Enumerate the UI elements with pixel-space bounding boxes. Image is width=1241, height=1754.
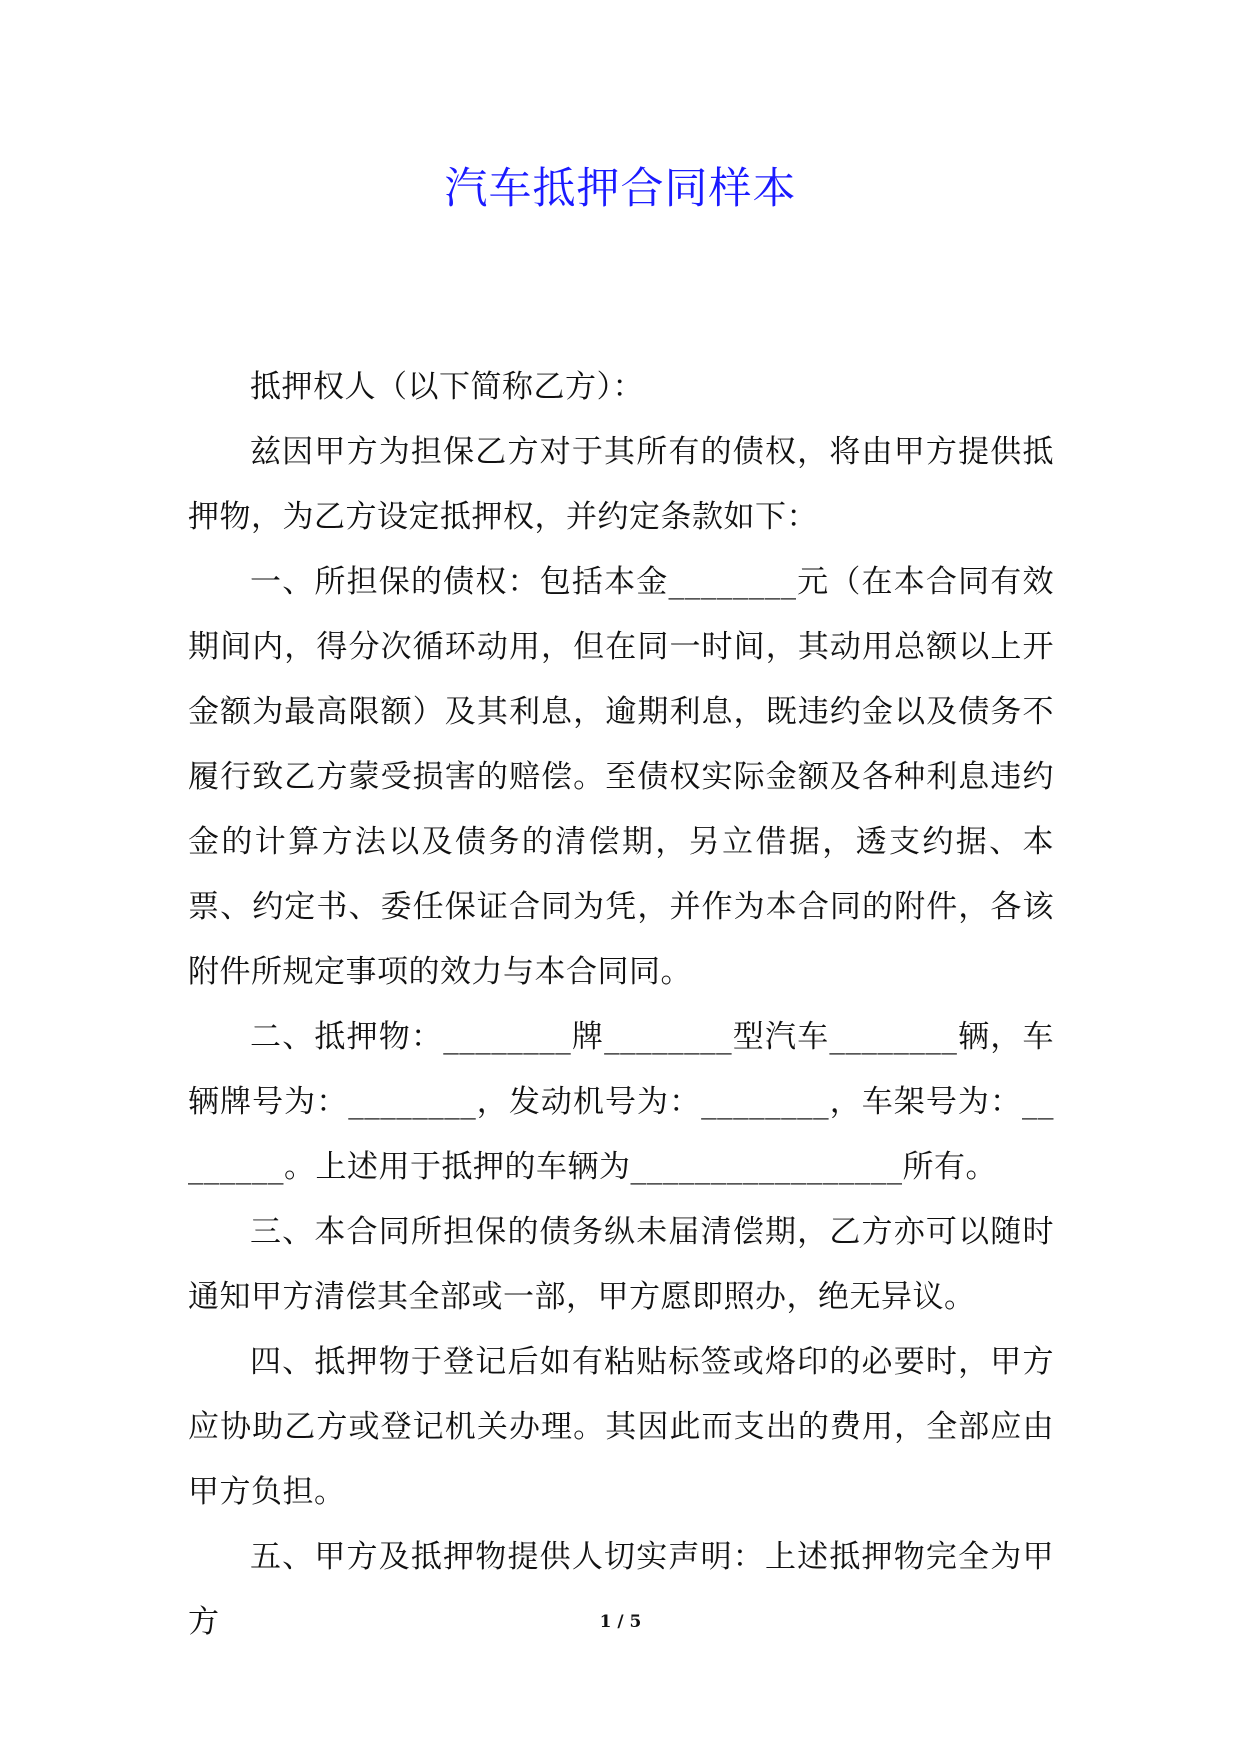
document-body (188, 355, 1054, 1655)
paragraph-clause-2: 二、抵押物：________牌________型汽车________辆，车辆牌号为：________，发动机号为：________，车架号为：________。上述用于抵押的车辆为_________________所有。 (188, 1019, 1054, 1185)
paragraph-clause-4: 四、抵押物于登记后如有粘贴标签或烙印的必要时，甲方应协助乙方或登记机关办理。其因此而支出的费用，全部应由甲方负担。 (188, 1344, 1054, 1510)
paragraph-clause-5: 五、甲方及抵押物提供人切实声明：上述抵押物完全为甲方 (188, 1539, 1054, 1640)
paragraph-clause-3: 三、本合同所担保的债务纵未届清偿期，乙方亦可以随时通知甲方清偿其全部或一部，甲方愿即照办，绝无异议。 (188, 1214, 1054, 1315)
paragraph-preamble: 兹因甲方为担保乙方对于其所有的债权，将由甲方提供抵押物，为乙方设定抵押权，并约定条款如下： (188, 434, 1054, 535)
paragraph-mortgagee: 抵押权人（以下简称乙方）： (250, 369, 644, 405)
paragraph-clause-1: 一、所担保的债权：包括本金________元（在本合同有效期间内，得分次循环动用，但在同一时间，其动用总额以上开金额为最高限额）及其利息，逾期利息，既违约金以及债务不履行致乙方蒙受损害的赔偿。至债权实际金额及各种利息违约金的计算方法以及债务的清偿期，另立借据，透支约据、本票、约定书、委任保证合同为凭，并作为本合同的附件，各该附件所规定事项的效力与本合同同。 (188, 564, 1054, 990)
document-title: 汽车抵押合同样本 (444, 164, 797, 214)
page-number: 1 / 5 (599, 1612, 642, 1632)
